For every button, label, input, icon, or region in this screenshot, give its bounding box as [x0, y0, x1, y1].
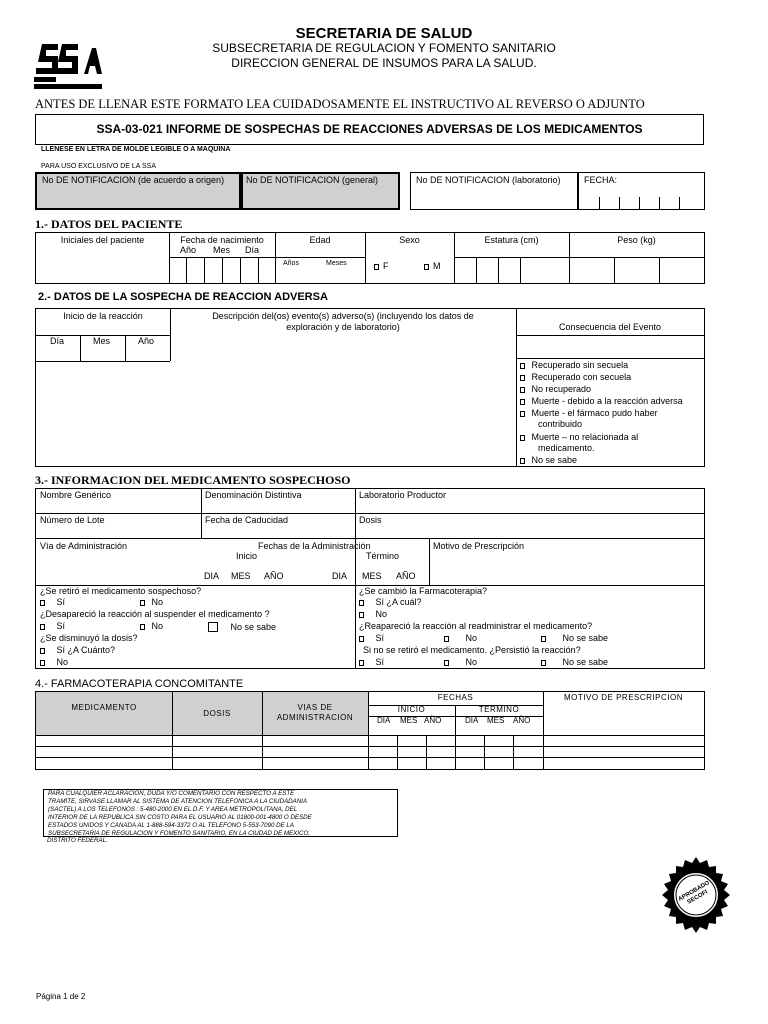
- checkbox-icon: [520, 399, 525, 405]
- q-withdrawn-no[interactable]: No: [140, 598, 163, 608]
- age-label: Edad: [309, 235, 331, 245]
- checkbox-icon: [520, 387, 525, 393]
- event-consequence-label: Consecuencia del Evento: [558, 322, 662, 332]
- q-withdrawn-yes[interactable]: Sí: [40, 598, 65, 608]
- q-disappeared-no[interactable]: No: [140, 622, 163, 632]
- prescription-reason-label: Motivo de Prescripción: [433, 541, 525, 551]
- conc-route-header-2: ADMINISTRACION: [276, 713, 354, 722]
- notification-origin-box[interactable]: [35, 172, 241, 210]
- contact-note-box: [43, 789, 398, 837]
- conc-end-year: AÑO: [513, 716, 531, 725]
- q-reappeared-yes[interactable]: Sí: [359, 634, 384, 644]
- q-reappeared-unknown[interactable]: No se sabe: [541, 634, 608, 644]
- consequence-option-3[interactable]: No recuperado: [520, 385, 591, 395]
- lot-number-label: Número de Lote: [40, 515, 105, 525]
- checkbox-icon: [40, 648, 45, 654]
- form-title: SSA-03-021 INFORME DE SOSPECHAS DE REACCIONES ADVERSAS DE LOS MEDICAMENTOS: [96, 122, 643, 136]
- contact-note-line: (SACTEL) A LOS TELEFONOS : 5-480-2000 EN EL D.F. Y AREA METROPOLITANA, DEL: [48, 806, 298, 813]
- onset-day-label: Día: [50, 336, 65, 346]
- age-years-label: Años: [283, 260, 299, 267]
- consequence-option-6-cont: medicamento.: [538, 443, 595, 453]
- admin-end-label: Término: [366, 551, 400, 561]
- route-label: Vía de Administración: [40, 541, 128, 551]
- q-disappeared-unknown[interactable]: No se sabe: [208, 622, 276, 633]
- q-disappeared-yes[interactable]: Sí: [40, 622, 65, 632]
- conc-dates-header: FECHAS: [437, 693, 474, 702]
- q-dose-reduced-no[interactable]: No: [40, 658, 68, 668]
- manufacturer-label: Laboratorio Productor: [359, 490, 447, 500]
- checkbox-icon: [424, 264, 429, 270]
- patient-initials-label: Iniciales del paciente: [60, 235, 145, 245]
- section-1-title: 1.- DATOS DEL PACIENTE: [35, 217, 183, 231]
- date-box[interactable]: [578, 172, 705, 210]
- event-description-label-1: Descripción del(os) evento(s) adverso(s) (incluyendo los datos de: [212, 311, 474, 321]
- checkbox-icon: [359, 660, 364, 666]
- sex-f-option[interactable]: F: [374, 262, 389, 272]
- form-title-box: [35, 114, 704, 145]
- admin-start-label: Inicio: [236, 551, 258, 561]
- checkbox-icon: [520, 363, 525, 369]
- date-label: FECHA:: [584, 175, 618, 185]
- event-description-label-2: exploración y de laboratorio): [286, 322, 400, 332]
- conc-start-month: MES: [400, 716, 418, 725]
- notification-general-label: No DE NOTIFICACION (general): [246, 175, 379, 185]
- section-4-title: 4.- FARMACOTERAPIA CONCOMITANTE: [35, 678, 244, 690]
- end-year-label: AÑO: [396, 571, 416, 581]
- consequence-option-5[interactable]: Muerte - el fármaco pudo haber: [520, 409, 658, 419]
- checkbox-icon: [359, 600, 364, 606]
- checkbox-icon: [520, 411, 525, 417]
- seal-text: APROBADO SECOFI: [677, 880, 711, 906]
- conc-route-header-1: VIAS DE: [297, 703, 333, 712]
- brand-name-label: Denominación Distintiva: [205, 490, 302, 500]
- header-subtitle-1: SUBSECRETARIA DE REGULACION Y FOMENTO SANITARIO: [212, 41, 556, 55]
- conc-end-day: DIA: [465, 716, 479, 725]
- q-disappeared: ¿Desapareció la reacción al suspender el medicamento ?: [40, 609, 270, 619]
- start-year-label: AÑO: [264, 571, 284, 581]
- checkbox-icon: [520, 375, 525, 381]
- conc-end-header: TERMINO: [478, 705, 520, 714]
- consequence-option-6[interactable]: Muerte – no relacionada al: [520, 433, 638, 443]
- q-withdrawn: ¿Se retiró el medicamento sospechoso?: [40, 586, 202, 596]
- q-persisted-yes[interactable]: Sí: [359, 658, 384, 668]
- sex-label: Sexo: [399, 235, 420, 245]
- consequence-option-2[interactable]: Recuperado con secuela: [520, 373, 631, 383]
- conc-end-month: MES: [487, 716, 505, 725]
- contact-note-line: SUBSECRETARIA DE REGULACION Y FOMENTO SANITARIO, EN LA CIUDAD DE MEXICO,: [48, 830, 310, 837]
- instruction-line: ANTES DE LLENAR ESTE FORMATO LEA CUIDADOSAMENTE EL INSTRUCTIVO AL REVERSO O ADJUNTO: [35, 97, 645, 111]
- page-number: Página 1 de 2: [36, 992, 86, 1001]
- checkbox-icon: [140, 600, 145, 606]
- notification-lab-box[interactable]: [410, 172, 578, 210]
- conc-start-day: DIA: [377, 716, 391, 725]
- q-persisted-no[interactable]: No: [444, 658, 477, 668]
- q-dose-reduced: ¿Se disminuyó la dosis?: [40, 633, 138, 643]
- notification-origin-label: No DE NOTIFICACION (de acuerdo a origen): [42, 175, 225, 185]
- notification-general-box[interactable]: [241, 172, 400, 210]
- approval-seal: [656, 855, 736, 935]
- checkbox-icon: [374, 264, 379, 270]
- start-day-label: DIA: [204, 571, 220, 581]
- conc-reason-header: MOTIVO DE PRESCRIPCION: [563, 693, 683, 702]
- birth-month-label: Mes: [213, 245, 231, 255]
- onset-year-label: Año: [138, 336, 155, 346]
- q-persisted-unknown[interactable]: No se sabe: [541, 658, 608, 668]
- birth-date-label: Fecha de nacimiento: [180, 235, 264, 245]
- height-label: Estatura (cm): [484, 235, 539, 245]
- drug-table: [35, 488, 705, 669]
- checkbox-icon: [359, 612, 364, 618]
- section-3-title: 3.- INFORMACION DEL MEDICAMENTO SOSPECHOSO: [35, 473, 351, 487]
- onset-month-label: Mes: [93, 336, 111, 346]
- conc-start-header: INICIO: [397, 705, 426, 714]
- admin-dates-label: Fechas de la Administración: [258, 541, 371, 551]
- dose-label: Dosis: [359, 515, 382, 525]
- reaction-onset-label: Inicio de la reacción: [63, 311, 143, 321]
- checkbox-icon: [40, 624, 45, 630]
- consequence-option-4[interactable]: Muerte - debido a la reacción adversa: [520, 397, 683, 407]
- patient-table: [35, 232, 705, 284]
- header-title: SECRETARIA DE SALUD: [295, 25, 473, 42]
- q-therapy-changed-no[interactable]: No: [359, 610, 387, 620]
- checkbox-icon: [140, 624, 145, 630]
- conc-dose-header: DOSIS: [203, 709, 231, 718]
- generic-name-label: Nombre Genérico: [40, 490, 112, 500]
- contact-note-line: PARA CUALQUIER ACLARACION, DUDA Y/O COMENTARIO CON RESPECTO A ESTE: [48, 790, 295, 797]
- q-reappeared: ¿Reapareció la reacción al readministrar el medicamento?: [359, 621, 593, 631]
- checkbox-icon: [40, 600, 45, 606]
- q-persisted: Si no se retiró el medicamento. ¿Persistió la reacción?: [363, 645, 581, 655]
- birth-day-label: Día: [245, 245, 260, 255]
- checkbox-icon: [40, 660, 45, 666]
- end-day-label: DIA: [332, 571, 348, 581]
- checkbox-icon: [444, 636, 449, 642]
- checkbox-icon: [520, 458, 525, 464]
- checkbox-icon: [541, 660, 546, 666]
- q-reappeared-no[interactable]: No: [444, 634, 477, 644]
- contact-note-line: INTERIOR DE LA REPUBLICA SIN COSTO PARA EL USUARIO AL 01800-001-4800 O DESDE: [48, 814, 312, 821]
- checkbox-icon: [520, 435, 525, 441]
- checkbox-icon: [359, 636, 364, 642]
- consequence-option-5-cont: contribuido: [538, 419, 583, 429]
- fill-note: LLENESE EN LETRA DE MOLDE LEGIBLE O A MAQUINA: [41, 146, 231, 153]
- ssa-use-note: PARA USO EXCLUSIVO DE LA SSA: [41, 163, 157, 170]
- q-therapy-changed: ¿Se cambió la Farmacoterapia?: [359, 586, 488, 596]
- birth-year-label: Año: [180, 245, 197, 255]
- conc-drug-header: MEDICAMENTO: [71, 703, 137, 712]
- consequence-option-7[interactable]: No se sabe: [520, 456, 577, 466]
- notification-lab-label: No DE NOTIFICACION (laboratorio): [416, 175, 561, 185]
- checkbox-icon: [444, 660, 449, 666]
- conc-start-year: AÑO: [424, 716, 442, 725]
- start-month-label: MES: [231, 571, 251, 581]
- checkbox-icon: [208, 622, 218, 632]
- concomitant-table: [35, 691, 705, 770]
- section-2-title: 2.- DATOS DE LA SOSPECHA DE REACCION ADVERSA: [38, 291, 328, 303]
- header-subtitle-2: DIRECCION GENERAL DE INSUMOS PARA LA SALUD.: [231, 56, 537, 70]
- end-month-label: MES: [362, 571, 382, 581]
- weight-label: Peso (kg): [617, 235, 656, 245]
- checkbox-icon: [541, 636, 546, 642]
- age-months-label: Meses: [326, 260, 347, 267]
- contact-note-line: ESTADOS UNIDOS Y CANADA AL 1-888-594-3372 O AL TELEFONO 5-553-7090 DE LA: [48, 822, 295, 829]
- q-therapy-changed-yes[interactable]: Sí ¿A cuál?: [359, 598, 422, 608]
- q-dose-reduced-yes[interactable]: Sí ¿A Cuánto?: [40, 646, 115, 656]
- reaction-table: [35, 308, 705, 467]
- sex-m-option[interactable]: M: [424, 262, 441, 272]
- contact-note-line: DISTRITO FEDERAL.: [47, 837, 108, 844]
- consequence-option-1[interactable]: Recuperado sin secuela: [520, 361, 628, 371]
- contact-note-line: TRAMITE, SIRVASE LLAMAR AL SISTEMA DE ATENCION TELEFONICA A LA CIUDADANIA: [48, 798, 308, 805]
- expiry-date-label: Fecha de Caducidad: [205, 515, 289, 525]
